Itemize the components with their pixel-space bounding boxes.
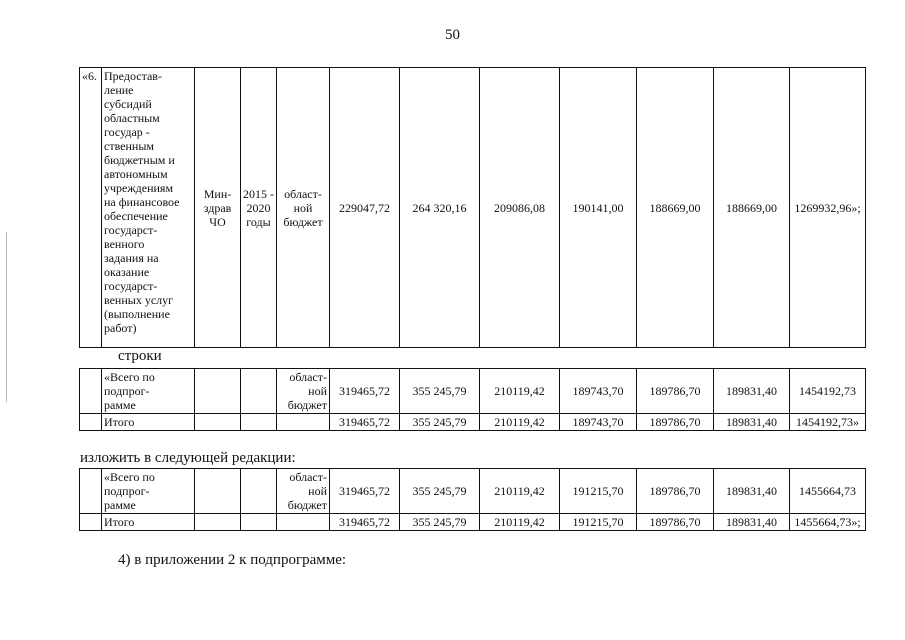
value-cell: 189831,40 bbox=[714, 514, 790, 531]
empty-cell bbox=[241, 469, 277, 514]
value-cell: 189786,70 bbox=[637, 469, 714, 514]
table-new bbox=[79, 468, 866, 531]
row-label: Итого bbox=[102, 514, 195, 531]
value-cell: 189831,40 bbox=[714, 469, 790, 514]
row-label: Итого bbox=[102, 414, 195, 431]
value-cell: 189743,70 bbox=[560, 414, 637, 431]
table-row bbox=[80, 414, 866, 431]
value-cell: 319465,72 bbox=[330, 469, 400, 514]
value-cell: 319465,72 bbox=[330, 414, 400, 431]
value-cell: 229047,72 bbox=[330, 68, 400, 348]
value-cell: 355 245,79 bbox=[400, 469, 480, 514]
row-name: Предостав- ление субсидий областным государ - ственным бюджетным и автономным учреждениям на финансовое обеспечение государст- венного задания на оказание государст- венных услуг (выполнение работ) bbox=[102, 68, 195, 348]
empty-cell bbox=[277, 414, 330, 431]
empty-cell bbox=[80, 469, 102, 514]
table-old bbox=[79, 368, 866, 431]
value-cell: 1454192,73 bbox=[790, 369, 866, 414]
value-cell: 189786,70 bbox=[637, 514, 714, 531]
row-number: «6. bbox=[80, 68, 102, 348]
table-row bbox=[80, 68, 866, 348]
value-cell: 264 320,16 bbox=[400, 68, 480, 348]
row-source: област- ной бюджет bbox=[277, 469, 330, 514]
value-cell: 210119,42 bbox=[480, 469, 560, 514]
value-cell: 188669,00 bbox=[714, 68, 790, 348]
value-cell: 355 245,79 bbox=[400, 414, 480, 431]
value-cell: 1454192,73» bbox=[790, 414, 866, 431]
table-row bbox=[80, 514, 866, 531]
value-cell: 191215,70 bbox=[560, 514, 637, 531]
empty-cell bbox=[195, 469, 241, 514]
empty-cell bbox=[80, 369, 102, 414]
value-cell: 210119,42 bbox=[480, 414, 560, 431]
empty-cell bbox=[241, 514, 277, 531]
empty-cell bbox=[195, 369, 241, 414]
empty-cell bbox=[277, 514, 330, 531]
row-source: област- ной бюджет bbox=[277, 369, 330, 414]
table-row bbox=[80, 369, 866, 414]
caption-new: изложить в следующей редакции: bbox=[80, 450, 296, 466]
value-cell: 191215,70 bbox=[560, 469, 637, 514]
value-cell: 210119,42 bbox=[480, 514, 560, 531]
table-row6 bbox=[79, 67, 866, 348]
value-cell: 355 245,79 bbox=[400, 514, 480, 531]
value-cell: 189831,40 bbox=[714, 414, 790, 431]
value-cell: 209086,08 bbox=[480, 68, 560, 348]
value-cell: 319465,72 bbox=[330, 369, 400, 414]
value-cell: 190141,00 bbox=[560, 68, 637, 348]
footer-text: 4) в приложении 2 к подпрограмме: bbox=[118, 552, 347, 568]
value-cell: 1455664,73 bbox=[790, 469, 866, 514]
row-period: 2015 - 2020 годы bbox=[241, 68, 277, 348]
empty-cell bbox=[195, 414, 241, 431]
value-cell: 189831,40 bbox=[714, 369, 790, 414]
page-number: 50 bbox=[445, 27, 460, 43]
empty-cell bbox=[80, 514, 102, 531]
value-cell: 355 245,79 bbox=[400, 369, 480, 414]
value-cell: 319465,72 bbox=[330, 514, 400, 531]
empty-cell bbox=[195, 514, 241, 531]
empty-cell bbox=[241, 369, 277, 414]
margin-rule bbox=[6, 232, 7, 402]
row-label: «Всего по подпрог- рамме bbox=[102, 369, 195, 414]
empty-cell bbox=[241, 414, 277, 431]
row-executor: Мин- здрав ЧО bbox=[195, 68, 241, 348]
row-source: област- ной бюджет bbox=[277, 68, 330, 348]
empty-cell bbox=[80, 414, 102, 431]
value-cell: 210119,42 bbox=[480, 369, 560, 414]
value-cell: 1455664,73»; bbox=[790, 514, 866, 531]
value-cell: 189786,70 bbox=[637, 369, 714, 414]
value-cell: 189786,70 bbox=[637, 414, 714, 431]
row-label: «Всего по подпрог- рамме bbox=[102, 469, 195, 514]
value-cell: 1269932,96»; bbox=[790, 68, 866, 348]
table-row bbox=[80, 469, 866, 514]
value-cell: 188669,00 bbox=[637, 68, 714, 348]
value-cell: 189743,70 bbox=[560, 369, 637, 414]
caption-rows: строки bbox=[118, 348, 162, 364]
